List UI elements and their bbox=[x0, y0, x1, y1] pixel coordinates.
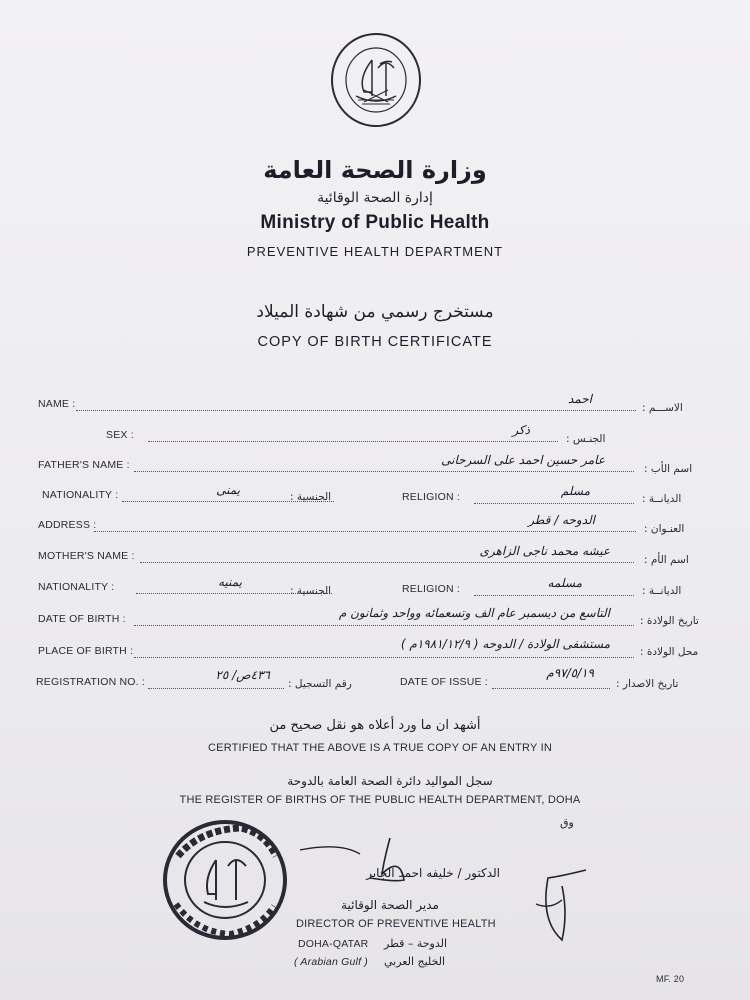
registration-label-arabic: رقم التسجيل : bbox=[288, 678, 352, 690]
register-arabic: سجل المواليد دائرة الصحة العامة بالدوحة bbox=[287, 774, 493, 788]
mother-value: عيشه محمد ناجى الزاهرى bbox=[479, 544, 610, 558]
place-of-birth-label-arabic: محل الولادة : bbox=[640, 646, 699, 658]
place-of-birth-label: PLACE OF BIRTH : bbox=[38, 645, 134, 657]
nationality-label: NATIONALITY : bbox=[42, 489, 119, 501]
title-english: COPY OF BIRTH CERTIFICATE bbox=[257, 334, 493, 350]
address-label-arabic: العنـوان : bbox=[644, 523, 685, 535]
name-value: احمد bbox=[568, 392, 592, 406]
religion-label-arabic: الديانــة : bbox=[642, 493, 682, 505]
department-english: PREVENTIVE HEALTH DEPARTMENT bbox=[246, 244, 504, 259]
address-value: الدوحه / قطر bbox=[528, 513, 595, 527]
ministry-stamp bbox=[160, 816, 290, 944]
religion-label: RELIGION : bbox=[402, 583, 461, 595]
name-label: NAME : bbox=[38, 398, 76, 410]
father-label: FATHER'S NAME : bbox=[38, 459, 130, 471]
issue-date-label-arabic: تاريخ الاصدار : bbox=[616, 678, 679, 690]
nationality-label-arabic: الجنسية : bbox=[290, 491, 332, 503]
director-title-arabic: مدير الصحة الوقائية bbox=[341, 898, 439, 912]
place-of-birth-value: مستشفى الولادة / الدوحه ( ١٩٨١/١٢/٩م ) bbox=[400, 637, 610, 651]
father-label-arabic: اسم الأب : bbox=[644, 463, 693, 475]
mother-label: MOTHER'S NAME : bbox=[38, 550, 135, 562]
director-title-english: DIRECTOR OF PREVENTIVE HEALTH bbox=[296, 918, 496, 930]
department-arabic: إدارة الصحة الوقائية bbox=[317, 190, 433, 206]
name-label-arabic: الاســـم : bbox=[642, 402, 683, 414]
certification-arabic: أشهد ان ما ورد أعلاه هو نقل صحيح من bbox=[269, 718, 481, 733]
certification-english: CERTIFIED THAT THE ABOVE IS A TRUE COPY OF AN ENTRY IN bbox=[208, 742, 552, 754]
title-arabic: مستخرج رسمي من شهادة الميلاد bbox=[256, 302, 494, 322]
date-of-birth-value: التاسع من ديسمبر عام الف وتسعمائه وواحد وثمانون م bbox=[338, 606, 610, 620]
issue-date-value: ٩٧/٥/١٩م bbox=[546, 666, 594, 680]
register-english: THE REGISTER OF BIRTHS OF THE PUBLIC HEALTH DEPARTMENT, DOHA bbox=[179, 794, 581, 806]
gulf-english: ( Arabian Gulf ) bbox=[294, 956, 369, 968]
date-of-birth-label: DATE OF BIRTH : bbox=[38, 613, 126, 625]
gulf-arabic: الخليج العربي bbox=[384, 955, 446, 968]
state-of-qatar-seal bbox=[328, 30, 424, 130]
nationality-value: يمنيه bbox=[218, 575, 242, 589]
nationality-label: NATIONALITY : bbox=[38, 581, 115, 593]
city-arabic: الدوحة – قطر bbox=[384, 937, 448, 950]
form-code: MF. 20 bbox=[656, 974, 685, 984]
handwritten-note: وق bbox=[560, 816, 574, 829]
issue-date-label: DATE OF ISSUE : bbox=[400, 676, 488, 688]
religion-label: RELIGION : bbox=[402, 491, 461, 503]
father-value: عامر حسين احمد على السرحانى bbox=[441, 453, 605, 467]
city-english: DOHA-QATAR bbox=[298, 938, 369, 950]
registration-value: ٤٣٦ص/ ٢٥ bbox=[215, 668, 270, 682]
religion-value: مسلم bbox=[560, 484, 590, 498]
nationality-value: يمنى bbox=[216, 483, 240, 497]
ministry-english: Ministry of Public Health bbox=[260, 212, 490, 233]
nationality-label-arabic: الجنسية : bbox=[290, 585, 332, 597]
address-label: ADDRESS : bbox=[38, 519, 97, 531]
date-of-birth-label-arabic: تاريخ الولادة : bbox=[640, 615, 699, 627]
mother-label-arabic: اسم الأم : bbox=[644, 554, 689, 566]
sex-value: ذكر bbox=[512, 423, 530, 437]
religion-value: مسلمه bbox=[547, 576, 582, 590]
sex-label-arabic: الجنـس : bbox=[566, 433, 606, 445]
doctor-name-arabic: الدكتور / خليفه احمد الجابر bbox=[366, 866, 500, 880]
religion-label-arabic: الديانــة : bbox=[642, 585, 682, 597]
ministry-arabic: وزارة الصحة العامة bbox=[263, 156, 487, 184]
sex-label: SEX : bbox=[106, 429, 134, 441]
registration-label: REGISTRATION NO. : bbox=[36, 676, 145, 688]
